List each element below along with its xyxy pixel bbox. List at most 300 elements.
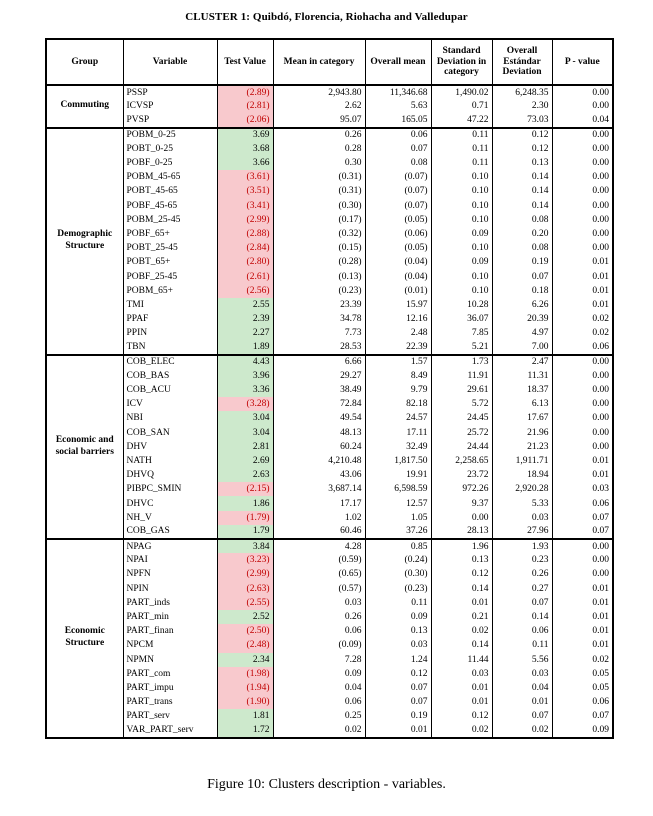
value-cell: (0.28) bbox=[273, 255, 365, 269]
table-header bbox=[46, 39, 613, 85]
value-cell: 0.01 bbox=[552, 596, 613, 610]
value-cell: 5.63 bbox=[365, 99, 431, 113]
group-economic-and-social-barriers bbox=[46, 355, 613, 539]
value-cell: 0.06 bbox=[365, 128, 431, 142]
table-row bbox=[46, 383, 613, 397]
value-cell: 0.06 bbox=[552, 695, 613, 709]
value-cell: 3,687.14 bbox=[273, 482, 365, 496]
variable-name: PART_finan bbox=[123, 624, 217, 638]
value-cell: 2,258.65 bbox=[431, 454, 492, 468]
column-header-5: Standard Deviation in category bbox=[431, 39, 492, 85]
value-cell: 0.00 bbox=[552, 99, 613, 113]
test-value-cell: 3.68 bbox=[217, 142, 273, 156]
column-header-3: Mean in category bbox=[273, 39, 365, 85]
value-cell: 29.27 bbox=[273, 369, 365, 383]
variable-name: PART_min bbox=[123, 610, 217, 624]
value-cell: (0.07) bbox=[365, 184, 431, 198]
value-cell: 20.39 bbox=[492, 312, 552, 326]
value-cell: 0.25 bbox=[273, 709, 365, 723]
value-cell: 37.26 bbox=[365, 525, 431, 539]
value-cell: 0.01 bbox=[431, 681, 492, 695]
value-cell: 0.14 bbox=[431, 582, 492, 596]
value-cell: 0.00 bbox=[552, 85, 613, 99]
value-cell: 21.96 bbox=[492, 426, 552, 440]
value-cell: 0.07 bbox=[365, 681, 431, 695]
variable-name: NATH bbox=[123, 454, 217, 468]
table-row bbox=[46, 312, 613, 326]
table-row bbox=[46, 667, 613, 681]
value-cell: 0.00 bbox=[552, 184, 613, 198]
value-cell: 1,817.50 bbox=[365, 454, 431, 468]
test-value-cell: (2.84) bbox=[217, 241, 273, 255]
value-cell: 0.06 bbox=[492, 624, 552, 638]
table-row bbox=[46, 426, 613, 440]
table-row bbox=[46, 369, 613, 383]
value-cell: 0.03 bbox=[273, 596, 365, 610]
variable-name: PART_inds bbox=[123, 596, 217, 610]
value-cell: 0.07 bbox=[492, 709, 552, 723]
test-value-cell: (1.90) bbox=[217, 695, 273, 709]
value-cell: 17.11 bbox=[365, 426, 431, 440]
value-cell: 0.00 bbox=[552, 539, 613, 553]
group-label: Demographic Structure bbox=[46, 128, 123, 355]
value-cell: 24.57 bbox=[365, 411, 431, 425]
test-value-cell: 3.04 bbox=[217, 426, 273, 440]
value-cell: 0.19 bbox=[365, 709, 431, 723]
value-cell: 0.12 bbox=[492, 128, 552, 142]
value-cell: 0.05 bbox=[552, 681, 613, 695]
test-value-cell: (2.15) bbox=[217, 482, 273, 496]
value-cell: 36.07 bbox=[431, 312, 492, 326]
value-cell: (0.31) bbox=[273, 170, 365, 184]
value-cell: 21.23 bbox=[492, 440, 552, 454]
cluster-variables-table bbox=[45, 38, 614, 739]
value-cell: (0.06) bbox=[365, 227, 431, 241]
value-cell: 18.94 bbox=[492, 468, 552, 482]
value-cell: 29.61 bbox=[431, 383, 492, 397]
variable-name: NPCM bbox=[123, 638, 217, 652]
value-cell: 0.02 bbox=[492, 723, 552, 737]
value-cell: 1.73 bbox=[431, 355, 492, 369]
test-value-cell: 3.69 bbox=[217, 128, 273, 142]
table-row bbox=[46, 681, 613, 695]
table-row bbox=[46, 411, 613, 425]
test-value-cell: (2.99) bbox=[217, 567, 273, 581]
variable-name: POBT_45-65 bbox=[123, 184, 217, 198]
value-cell: 0.07 bbox=[492, 269, 552, 283]
value-cell: 23.72 bbox=[431, 468, 492, 482]
group-economic-structure bbox=[46, 539, 613, 738]
value-cell: (0.57) bbox=[273, 582, 365, 596]
value-cell: 5.72 bbox=[431, 397, 492, 411]
variable-name: PPIN bbox=[123, 326, 217, 340]
value-cell: 0.05 bbox=[552, 667, 613, 681]
value-cell: 0.07 bbox=[552, 525, 613, 539]
test-value-cell: (2.56) bbox=[217, 284, 273, 298]
value-cell: 0.00 bbox=[552, 227, 613, 241]
value-cell: 19.91 bbox=[365, 468, 431, 482]
value-cell: 0.13 bbox=[365, 624, 431, 638]
test-value-cell: (1.98) bbox=[217, 667, 273, 681]
value-cell: 7.00 bbox=[492, 340, 552, 354]
table-row bbox=[46, 213, 613, 227]
value-cell: 0.26 bbox=[273, 610, 365, 624]
test-value-cell: 1.89 bbox=[217, 340, 273, 354]
table-row bbox=[46, 482, 613, 496]
table-row bbox=[46, 582, 613, 596]
test-value-cell: 4.43 bbox=[217, 355, 273, 369]
value-cell: 8.49 bbox=[365, 369, 431, 383]
test-value-cell: 2.39 bbox=[217, 312, 273, 326]
column-header-4: Overall mean bbox=[365, 39, 431, 85]
value-cell: 0.71 bbox=[431, 99, 492, 113]
variable-name: POBF_25-45 bbox=[123, 269, 217, 283]
table-row bbox=[46, 199, 613, 213]
variable-name: TBN bbox=[123, 340, 217, 354]
table-row bbox=[46, 397, 613, 411]
value-cell: 0.00 bbox=[552, 397, 613, 411]
value-cell: (0.24) bbox=[365, 553, 431, 567]
value-cell: (0.01) bbox=[365, 284, 431, 298]
test-value-cell: (3.61) bbox=[217, 170, 273, 184]
value-cell: 72.84 bbox=[273, 397, 365, 411]
value-cell: (0.15) bbox=[273, 241, 365, 255]
table-row bbox=[46, 525, 613, 539]
value-cell: 0.04 bbox=[492, 681, 552, 695]
value-cell: 0.03 bbox=[365, 638, 431, 652]
value-cell: 0.07 bbox=[492, 596, 552, 610]
variable-name: PVSP bbox=[123, 113, 217, 127]
table-row bbox=[46, 170, 613, 184]
value-cell: 12.16 bbox=[365, 312, 431, 326]
column-header-1: Variable bbox=[123, 39, 217, 85]
table-row bbox=[46, 142, 613, 156]
value-cell: 0.12 bbox=[365, 667, 431, 681]
test-value-cell: 3.84 bbox=[217, 539, 273, 553]
variable-name: POBM_65+ bbox=[123, 284, 217, 298]
value-cell: 0.27 bbox=[492, 582, 552, 596]
table-row bbox=[46, 553, 613, 567]
variable-name: NH_V bbox=[123, 511, 217, 525]
table-row bbox=[46, 113, 613, 127]
variable-name: COB_ACU bbox=[123, 383, 217, 397]
value-cell: 1.02 bbox=[273, 511, 365, 525]
value-cell: (0.17) bbox=[273, 213, 365, 227]
value-cell: 0.00 bbox=[552, 142, 613, 156]
value-cell: 0.00 bbox=[552, 156, 613, 170]
variable-name: PART_trans bbox=[123, 695, 217, 709]
value-cell: 0.26 bbox=[492, 567, 552, 581]
value-cell: 23.39 bbox=[273, 298, 365, 312]
table-row bbox=[46, 709, 613, 723]
value-cell: (0.65) bbox=[273, 567, 365, 581]
value-cell: 6,598.59 bbox=[365, 482, 431, 496]
value-cell: 28.13 bbox=[431, 525, 492, 539]
test-value-cell: (2.89) bbox=[217, 85, 273, 99]
value-cell: 0.01 bbox=[552, 624, 613, 638]
value-cell: 38.49 bbox=[273, 383, 365, 397]
value-cell: 0.10 bbox=[431, 170, 492, 184]
value-cell: 1.93 bbox=[492, 539, 552, 553]
value-cell: 0.10 bbox=[431, 184, 492, 198]
variable-name: POBT_25-45 bbox=[123, 241, 217, 255]
value-cell: 0.00 bbox=[552, 170, 613, 184]
value-cell: 32.49 bbox=[365, 440, 431, 454]
value-cell: 0.00 bbox=[552, 411, 613, 425]
test-value-cell: (3.28) bbox=[217, 397, 273, 411]
value-cell: 24.45 bbox=[431, 411, 492, 425]
value-cell: 4.97 bbox=[492, 326, 552, 340]
value-cell: 0.09 bbox=[431, 255, 492, 269]
table-row bbox=[46, 355, 613, 369]
table-row bbox=[46, 539, 613, 553]
value-cell: 1.05 bbox=[365, 511, 431, 525]
test-value-cell: 3.96 bbox=[217, 369, 273, 383]
value-cell: 9.79 bbox=[365, 383, 431, 397]
group-label: Economic Structure bbox=[46, 539, 123, 738]
table-row bbox=[46, 454, 613, 468]
value-cell: (0.30) bbox=[365, 567, 431, 581]
header-row bbox=[46, 39, 613, 85]
test-value-cell: (3.23) bbox=[217, 553, 273, 567]
value-cell: 49.54 bbox=[273, 411, 365, 425]
value-cell: 0.03 bbox=[492, 667, 552, 681]
value-cell: (0.32) bbox=[273, 227, 365, 241]
value-cell: 0.01 bbox=[552, 468, 613, 482]
test-value-cell: (2.48) bbox=[217, 638, 273, 652]
value-cell: 0.01 bbox=[552, 610, 613, 624]
value-cell: (0.23) bbox=[273, 284, 365, 298]
table-row bbox=[46, 156, 613, 170]
variable-name: POBF_0-25 bbox=[123, 156, 217, 170]
value-cell: 0.01 bbox=[365, 723, 431, 737]
variable-name: POBF_45-65 bbox=[123, 199, 217, 213]
variable-name: NPIN bbox=[123, 582, 217, 596]
test-value-cell: (2.50) bbox=[217, 624, 273, 638]
test-value-cell: 2.34 bbox=[217, 653, 273, 667]
variable-name: PPAF bbox=[123, 312, 217, 326]
table-row bbox=[46, 184, 613, 198]
test-value-cell: 2.63 bbox=[217, 468, 273, 482]
value-cell: 1.57 bbox=[365, 355, 431, 369]
value-cell: 0.08 bbox=[492, 213, 552, 227]
value-cell: 27.96 bbox=[492, 525, 552, 539]
value-cell: 0.02 bbox=[273, 723, 365, 737]
variable-name: PART_impu bbox=[123, 681, 217, 695]
value-cell: 0.02 bbox=[431, 723, 492, 737]
table-row bbox=[46, 610, 613, 624]
value-cell: 0.30 bbox=[273, 156, 365, 170]
value-cell: 10.28 bbox=[431, 298, 492, 312]
value-cell: 0.02 bbox=[431, 624, 492, 638]
value-cell: 0.00 bbox=[552, 241, 613, 255]
value-cell: 0.07 bbox=[552, 511, 613, 525]
value-cell: 0.03 bbox=[492, 511, 552, 525]
test-value-cell: (2.99) bbox=[217, 213, 273, 227]
value-cell: 0.00 bbox=[552, 213, 613, 227]
table-row bbox=[46, 723, 613, 737]
value-cell: 165.05 bbox=[365, 113, 431, 127]
value-cell: 48.13 bbox=[273, 426, 365, 440]
value-cell: (0.13) bbox=[273, 269, 365, 283]
value-cell: 0.01 bbox=[431, 695, 492, 709]
value-cell: 0.00 bbox=[552, 383, 613, 397]
value-cell: 0.23 bbox=[492, 553, 552, 567]
table-row bbox=[46, 128, 613, 142]
value-cell: 0.02 bbox=[552, 312, 613, 326]
value-cell: 0.19 bbox=[492, 255, 552, 269]
value-cell: 0.06 bbox=[552, 340, 613, 354]
table-title: CLUSTER 1: Quibdó, Florencia, Riohacha and Valledupar bbox=[185, 11, 468, 23]
value-cell: (0.09) bbox=[273, 638, 365, 652]
value-cell: 60.24 bbox=[273, 440, 365, 454]
value-cell: 0.09 bbox=[365, 610, 431, 624]
value-cell: 2.30 bbox=[492, 99, 552, 113]
value-cell: 0.21 bbox=[431, 610, 492, 624]
value-cell: 0.01 bbox=[552, 284, 613, 298]
test-value-cell: 1.72 bbox=[217, 723, 273, 737]
group-label: Economic and social barriers bbox=[46, 355, 123, 539]
value-cell: 0.12 bbox=[492, 142, 552, 156]
table-row bbox=[46, 284, 613, 298]
value-cell: 6.66 bbox=[273, 355, 365, 369]
test-value-cell: 3.66 bbox=[217, 156, 273, 170]
value-cell: 5.33 bbox=[492, 496, 552, 510]
variable-name: POBT_65+ bbox=[123, 255, 217, 269]
test-value-cell: 2.55 bbox=[217, 298, 273, 312]
group-label: Commuting bbox=[46, 85, 123, 128]
test-value-cell: (1.94) bbox=[217, 681, 273, 695]
column-header-6: Overall Estándar Deviation bbox=[492, 39, 552, 85]
variable-name: COB_ELEC bbox=[123, 355, 217, 369]
value-cell: 0.00 bbox=[431, 511, 492, 525]
variable-name: PART_serv bbox=[123, 709, 217, 723]
table-row bbox=[46, 298, 613, 312]
value-cell: 25.72 bbox=[431, 426, 492, 440]
test-value-cell: (2.80) bbox=[217, 255, 273, 269]
test-value-cell: (3.51) bbox=[217, 184, 273, 198]
value-cell: (0.30) bbox=[273, 199, 365, 213]
table-row bbox=[46, 567, 613, 581]
value-cell: 2,943.80 bbox=[273, 85, 365, 99]
value-cell: 972.26 bbox=[431, 482, 492, 496]
value-cell: 0.00 bbox=[552, 199, 613, 213]
value-cell: 22.39 bbox=[365, 340, 431, 354]
variable-name: POBM_0-25 bbox=[123, 128, 217, 142]
value-cell: (0.05) bbox=[365, 241, 431, 255]
value-cell: 0.10 bbox=[431, 284, 492, 298]
value-cell: 0.04 bbox=[273, 681, 365, 695]
variable-name: ICVSP bbox=[123, 99, 217, 113]
table-row bbox=[46, 241, 613, 255]
test-value-cell: 2.69 bbox=[217, 454, 273, 468]
value-cell: 0.10 bbox=[431, 213, 492, 227]
value-cell: 0.18 bbox=[492, 284, 552, 298]
test-value-cell: (1.79) bbox=[217, 511, 273, 525]
table-row bbox=[46, 496, 613, 510]
value-cell: 0.02 bbox=[552, 653, 613, 667]
value-cell: 0.13 bbox=[492, 156, 552, 170]
table-row bbox=[46, 227, 613, 241]
test-value-cell: (2.81) bbox=[217, 99, 273, 113]
variable-name: POBM_45-65 bbox=[123, 170, 217, 184]
value-cell: 0.06 bbox=[273, 695, 365, 709]
value-cell: 0.01 bbox=[552, 255, 613, 269]
value-cell: 24.44 bbox=[431, 440, 492, 454]
value-cell: 4.28 bbox=[273, 539, 365, 553]
value-cell: 0.00 bbox=[552, 128, 613, 142]
value-cell: (0.59) bbox=[273, 553, 365, 567]
value-cell: 0.01 bbox=[552, 269, 613, 283]
value-cell: 0.00 bbox=[552, 553, 613, 567]
table-row bbox=[46, 85, 613, 99]
value-cell: 0.09 bbox=[552, 723, 613, 737]
value-cell: 11.31 bbox=[492, 369, 552, 383]
value-cell: 6.13 bbox=[492, 397, 552, 411]
value-cell: 1.96 bbox=[431, 539, 492, 553]
table-row bbox=[46, 468, 613, 482]
column-header-0: Group bbox=[46, 39, 123, 85]
value-cell: 1,490.02 bbox=[431, 85, 492, 99]
value-cell: 0.01 bbox=[552, 582, 613, 596]
value-cell: 6.26 bbox=[492, 298, 552, 312]
value-cell: 11.44 bbox=[431, 653, 492, 667]
table-row bbox=[46, 269, 613, 283]
value-cell: 28.53 bbox=[273, 340, 365, 354]
value-cell: 0.10 bbox=[431, 199, 492, 213]
value-cell: 2.47 bbox=[492, 355, 552, 369]
value-cell: 0.11 bbox=[492, 638, 552, 652]
variable-name: DHV bbox=[123, 440, 217, 454]
value-cell: 0.10 bbox=[431, 269, 492, 283]
variable-name: COB_GAS bbox=[123, 525, 217, 539]
value-cell: 0.02 bbox=[552, 326, 613, 340]
test-value-cell: (2.61) bbox=[217, 269, 273, 283]
value-cell: 2.48 bbox=[365, 326, 431, 340]
test-value-cell: 1.79 bbox=[217, 525, 273, 539]
value-cell: 0.14 bbox=[431, 638, 492, 652]
variable-name: NPAG bbox=[123, 539, 217, 553]
group-demographic-structure bbox=[46, 128, 613, 355]
value-cell: 0.11 bbox=[431, 128, 492, 142]
value-cell: 0.26 bbox=[273, 128, 365, 142]
table-row bbox=[46, 596, 613, 610]
value-cell: 43.06 bbox=[273, 468, 365, 482]
value-cell: 0.10 bbox=[431, 241, 492, 255]
value-cell: 0.14 bbox=[492, 170, 552, 184]
table-row bbox=[46, 695, 613, 709]
value-cell: (0.07) bbox=[365, 170, 431, 184]
value-cell: 60.46 bbox=[273, 525, 365, 539]
value-cell: (0.04) bbox=[365, 269, 431, 283]
table-row bbox=[46, 326, 613, 340]
value-cell: 0.06 bbox=[552, 496, 613, 510]
variable-name: NPFN bbox=[123, 567, 217, 581]
value-cell: 0.03 bbox=[552, 482, 613, 496]
variable-name: PART_com bbox=[123, 667, 217, 681]
figure-caption: Figure 10: Clusters description - variables. bbox=[207, 777, 446, 792]
value-cell: 0.11 bbox=[431, 142, 492, 156]
value-cell: 4,210.48 bbox=[273, 454, 365, 468]
value-cell: 0.04 bbox=[552, 113, 613, 127]
value-cell: 82.18 bbox=[365, 397, 431, 411]
variable-name: POBT_0-25 bbox=[123, 142, 217, 156]
value-cell: 0.08 bbox=[492, 241, 552, 255]
value-cell: 7.73 bbox=[273, 326, 365, 340]
table-row bbox=[46, 340, 613, 354]
value-cell: 0.08 bbox=[365, 156, 431, 170]
table-row bbox=[46, 511, 613, 525]
